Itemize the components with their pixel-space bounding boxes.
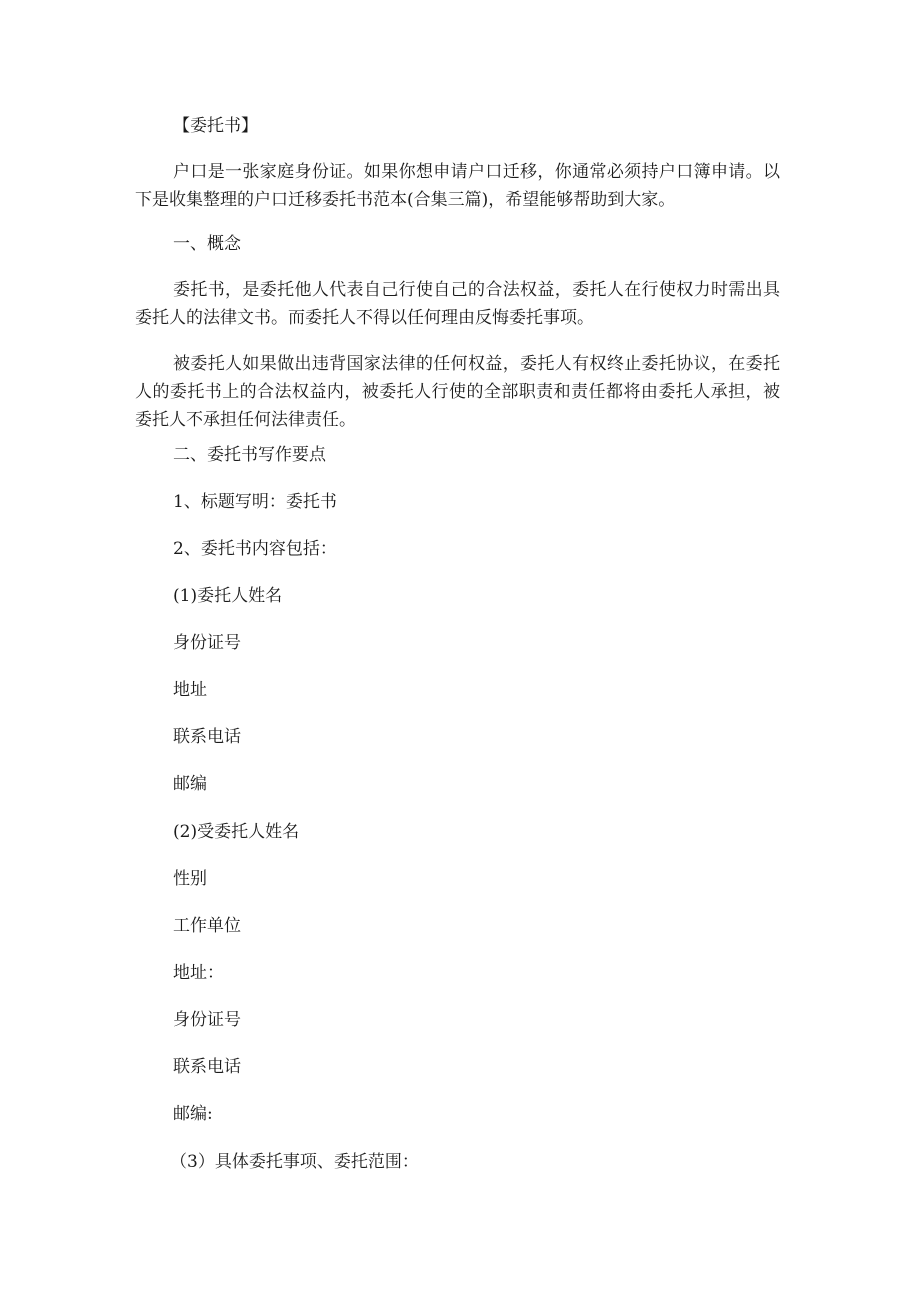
point-content: 2、委托书内容包括： xyxy=(173,539,337,559)
agent-gender-field: 性别 xyxy=(173,869,207,889)
agent-workplace-field: 工作单位 xyxy=(173,916,241,936)
principal-postcode-field: 邮编 xyxy=(173,774,207,794)
intro-paragraph: 户口是一张家庭身份证。如果你想申请户口迁移，你通常必须持户口簿申请。以下是收集整理的户口迁移委托书范本(合集三篇)，希望能够帮助到大家。 xyxy=(135,162,780,210)
principal-address-field: 地址 xyxy=(173,680,207,700)
delegation-scope-item: （3）具体委托事项、委托范围： xyxy=(170,1152,419,1172)
principal-phone-field: 联系电话 xyxy=(173,727,241,747)
agent-phone-field: 联系电话 xyxy=(173,1057,241,1077)
point-title: 1、标题写明：委托书 xyxy=(173,492,337,512)
section-heading-writing-points: 二、委托书写作要点 xyxy=(173,445,326,465)
section-heading-concept: 一、概念 xyxy=(173,234,241,254)
agent-id-field: 身份证号 xyxy=(173,1010,241,1030)
document-title: 【委托书】 xyxy=(173,116,258,136)
principal-name-item: (1)委托人姓名 xyxy=(173,586,283,606)
agent-name-item: (2)受委托人姓名 xyxy=(173,822,300,842)
agent-address-field: 地址： xyxy=(173,963,224,983)
principal-id-field: 身份证号 xyxy=(173,633,241,653)
concept-paragraph-1: 委托书，是委托他人代表自己行使自己的合法权益，委托人在行使权力时需出具委托人的法律文书。而委托人不得以任何理由反悔委托事项。 xyxy=(135,280,780,328)
agent-postcode-field: 邮编: xyxy=(173,1104,213,1124)
concept-paragraph-2: 被委托人如果做出违背国家法律的任何权益，委托人有权终止委托协议，在委托人的委托书上的合法权益内，被委托人行使的全部职责和责任都将由委托人承担，被委托人不承担任何法律责任。 xyxy=(135,354,780,430)
